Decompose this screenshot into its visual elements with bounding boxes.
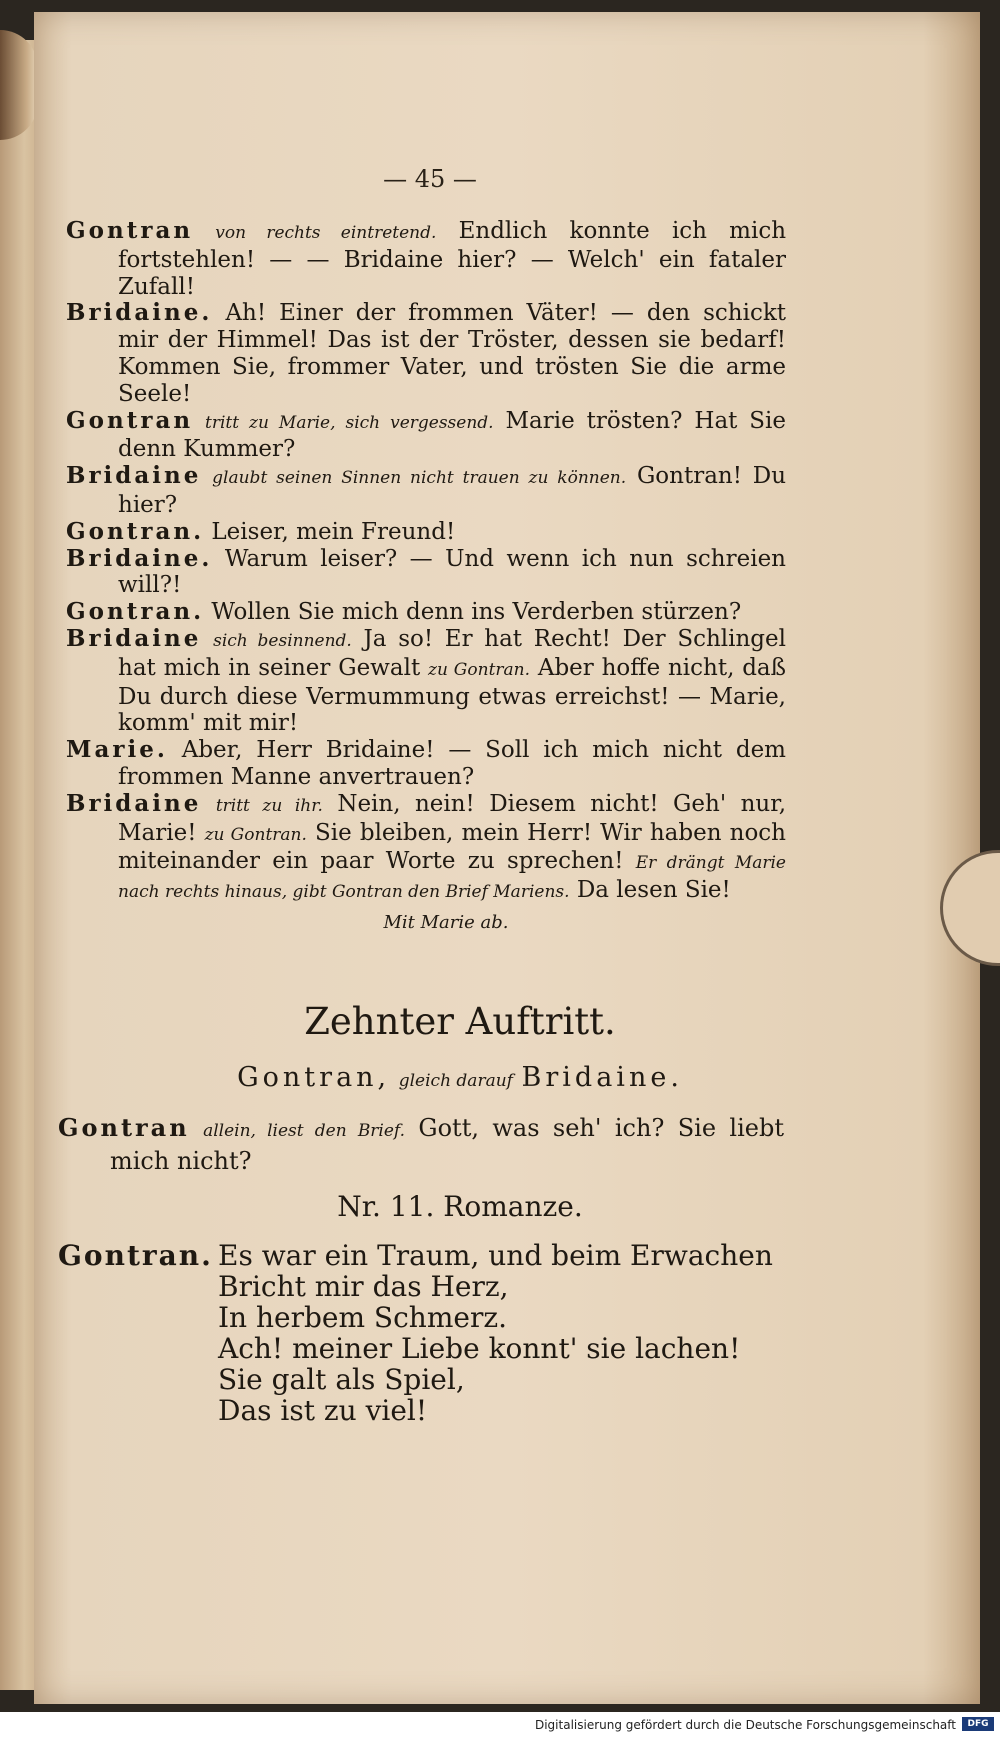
song-line: Ach! meiner Liebe konnt' sie lachen! [218, 1332, 741, 1365]
exit-direction: Mit Marie ab. [383, 911, 509, 933]
dialogue-block [66, 218, 786, 937]
stage-direction: glaubt seinen Sinnen nicht trauen zu können. [212, 468, 627, 489]
dialogue-line [66, 519, 786, 546]
page-number: — 45 — [383, 165, 477, 193]
stage-direction: zu Gontran. [204, 824, 307, 845]
dialogue-line [58, 1113, 784, 1176]
scene-dialogue [58, 1113, 784, 1176]
stage-direction: Er drängt Marie nach rechts hinaus, gibt Gontran den Brief Mariens. [118, 853, 786, 903]
scene-persons [30, 1062, 890, 1093]
song-speaker: Gontran. [58, 1239, 213, 1272]
song-line: In herbem Schmerz. [218, 1301, 507, 1334]
dialogue-text: Aber, Herr Bridaine! — Soll ich mich nicht dem frommen Manne anvertrauen? [118, 737, 786, 790]
stage-direction: tritt zu Marie, sich vergessend. [204, 412, 494, 433]
dialogue-text: Ja so! Er hat Recht! Der Schlingel hat mich in seiner Gewalt [118, 625, 786, 681]
speaker-name: Bridaine. [66, 544, 213, 572]
dialogue-text: Da lesen Sie! [576, 877, 731, 904]
speaker-name: Bridaine. [66, 299, 213, 327]
song-line: Das ist zu viel! [218, 1394, 428, 1427]
stage-direction: tritt zu ihr. [215, 795, 323, 816]
dialogue-text: Ah! Einer der frommen Väter! — den schickt mir der Himmel! Das ist der Tröster, dessen sie bedarf! Kommen Sie, frommer Vater, und trösten Sie die arme Seele! [118, 300, 787, 407]
stage-direction: sich besinnend. [213, 630, 352, 651]
scene-person-main: Gontran, [237, 1062, 391, 1093]
dialogue-text: Gontran! Du hier? [118, 463, 787, 518]
stage-direction: zu Gontran. [428, 659, 531, 680]
speaker-name: Gontran [66, 406, 194, 434]
speaker-name: Bridaine [66, 462, 202, 490]
dialogue-text: Endlich konnte ich mich fortstehlen! — — Bridaine hier? — Welch' ein fataler Zufall! [118, 218, 787, 300]
speaker-name: Marie. [66, 736, 168, 764]
stage-direction: von rechts eintretend. [215, 223, 437, 243]
speaker-name: Gontran. [66, 517, 205, 545]
dialogue-text: Sie bleiben, mein Herr! Wir haben noch miteinander ein paar Worte zu sprechen! [118, 819, 786, 875]
song-line: Es war ein Traum, und beim Erwachen [218, 1239, 773, 1272]
dialogue-line [66, 218, 786, 300]
scene-person-second: Bridaine. [521, 1062, 683, 1093]
speaker-name: Gontran. [66, 598, 205, 626]
dialogue-text: Gott, was seh' ich? Sie liebt mich nicht? [110, 1114, 784, 1175]
speaker-name: Gontran [58, 1113, 190, 1142]
stage-direction: allein, liest den Brief. [203, 1121, 406, 1141]
dialogue-text: Wollen Sie mich denn ins Verderben stürzen? [211, 599, 742, 626]
dialogue-line [66, 626, 786, 737]
dialogue-line [66, 463, 786, 519]
speaker-name: Bridaine [66, 789, 202, 817]
dialogue-text: Nein, nein! Diesem nicht! Geh' nur, Marie! [118, 790, 787, 846]
scene-person-note: gleich darauf [398, 1071, 513, 1091]
dialogue-line [66, 599, 786, 626]
speaker-name: Gontran [66, 217, 194, 244]
dialogue-text: Warum leiser? — Und wenn ich nun schreien will?! [118, 545, 786, 599]
dialogue-line [66, 737, 786, 791]
song-line: Bricht mir das Herz, [218, 1270, 509, 1303]
song-line: Sie galt als Spiel, [218, 1363, 465, 1396]
footer-credit: Digitalisierung gefördert durch die Deutsche Forschungsgemeinschaft [534, 1718, 956, 1732]
dialogue-text: Marie trösten? Hat Sie denn Kummer? [118, 407, 787, 463]
musical-number-heading: Nr. 11. Romanze. [337, 1190, 583, 1223]
dialogue-line [66, 300, 786, 407]
dialogue-line [66, 546, 786, 600]
dialogue-text: Aber hoffe nicht, daß Du durch diese Vermummung etwas erreichst! — Marie, komm' mit mir! [118, 654, 787, 737]
dialogue-text: Leiser, mein Freund! [211, 518, 456, 545]
scene-title: Zehnter Auftritt. [304, 1000, 616, 1043]
dialogue-line [66, 408, 786, 464]
dfg-logo: DFG [962, 1717, 994, 1731]
song-lines [218, 1240, 773, 1426]
speaker-name: Bridaine [66, 624, 202, 652]
footer-bar [0, 1712, 1000, 1737]
page-tab-notch [940, 850, 1000, 966]
dialogue-line [66, 791, 786, 906]
